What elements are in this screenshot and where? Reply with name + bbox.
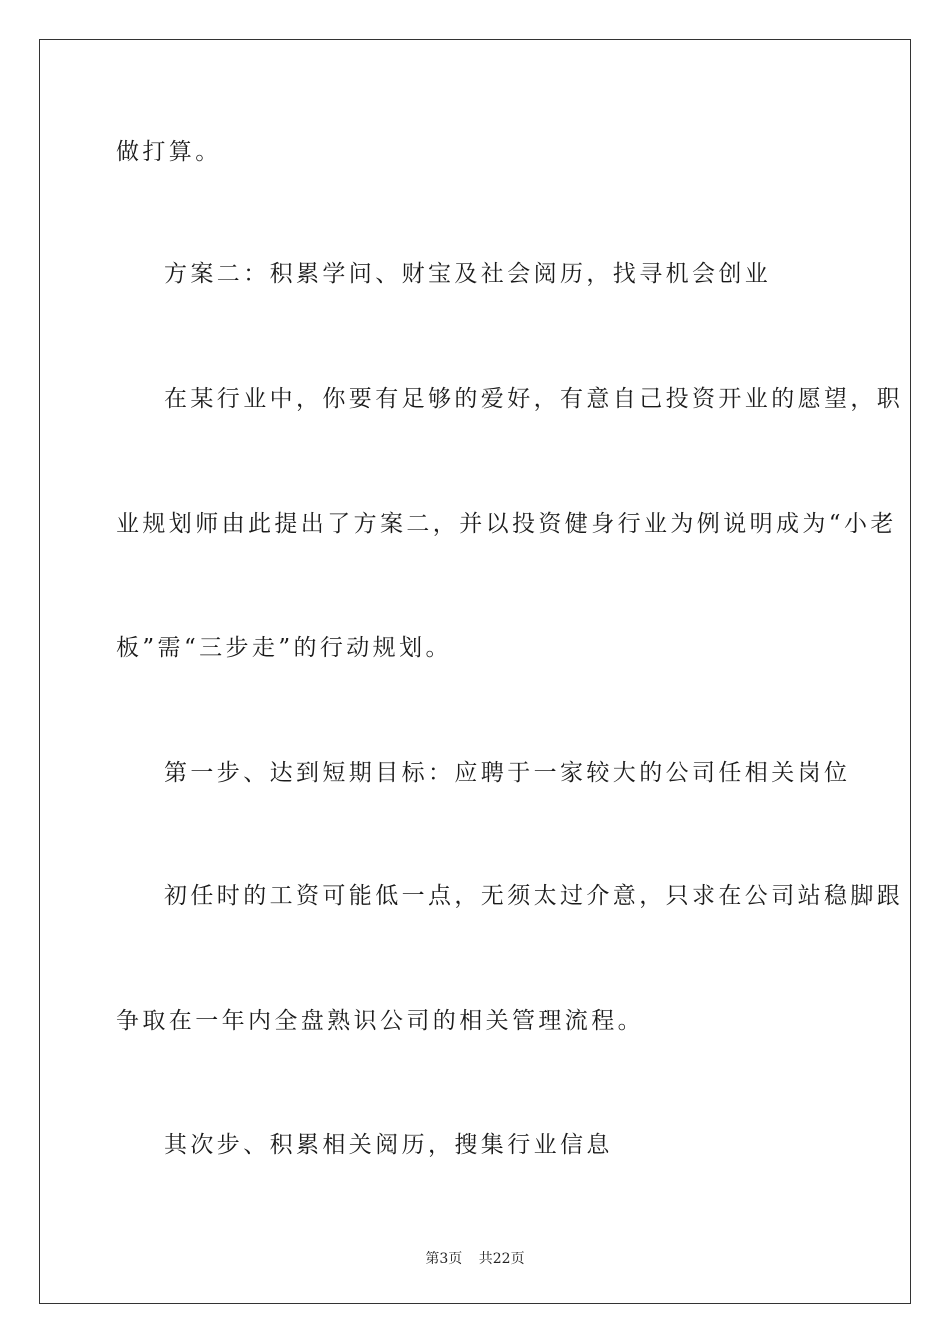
page-border <box>39 39 911 1304</box>
text-line-1: 做打算。 <box>116 139 222 165</box>
text-line-4: 业规划师由此提出了方案二，并以投资健身行业为例说明成为“小老 <box>116 511 897 537</box>
page-number-total: 共22页 <box>478 1251 525 1267</box>
text-line-7: 初任时的工资可能低一点，无须太过介意，只求在公司站稳脚跟 <box>164 883 904 909</box>
text-line-2: 方案二：积累学问、财宝及社会阅历，找寻机会创业 <box>164 261 772 287</box>
text-line-9: 其次步、积累相关阅历，搜集行业信息 <box>164 1132 613 1158</box>
page-number-current: 第3页 <box>425 1251 463 1267</box>
text-line-6: 第一步、达到短期目标：应聘于一家较大的公司任相关岗位 <box>164 760 851 786</box>
text-line-8: 争取在一年内全盘熟识公司的相关管理流程。 <box>116 1008 644 1034</box>
page-footer <box>0 1248 950 1268</box>
text-line-5: 板”需“三步走”的行动规划。 <box>116 635 452 661</box>
text-line-3: 在某行业中，你要有足够的爱好，有意自己投资开业的愿望，职 <box>164 386 904 412</box>
